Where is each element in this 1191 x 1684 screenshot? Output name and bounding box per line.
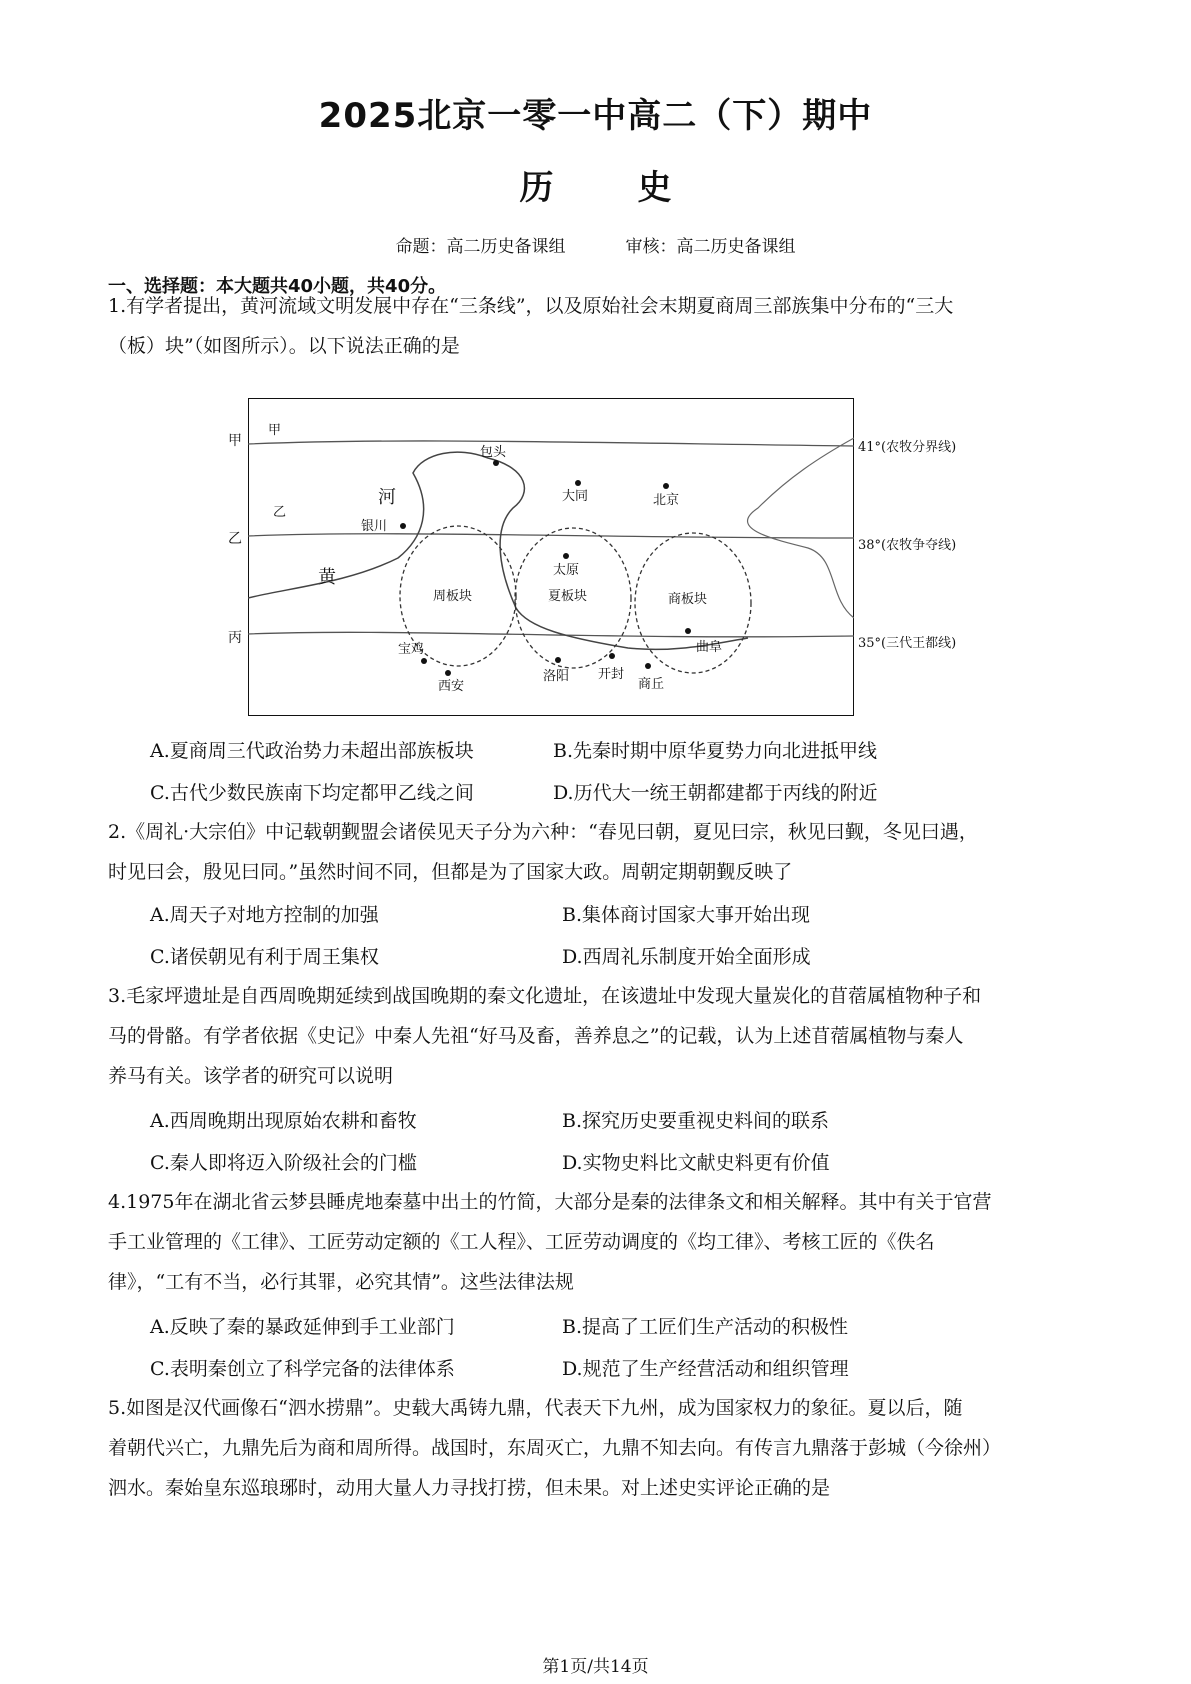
subject-title bbox=[0, 160, 1191, 209]
city-beijing: 北京 bbox=[653, 493, 680, 508]
q2-option-c: C.诸侯朝见有利于周王集权 bbox=[150, 946, 379, 968]
city-dot bbox=[663, 483, 669, 489]
question-5-stem bbox=[108, 1388, 1098, 1508]
block-shang: 商板块 bbox=[668, 592, 708, 607]
city-dot bbox=[685, 628, 691, 634]
question-1-stem bbox=[108, 286, 1098, 366]
city-shangqiu: 商丘 bbox=[638, 677, 665, 692]
q4-option-d: D.规范了生产经营活动和组织管理 bbox=[562, 1358, 849, 1380]
page-title: 2025北京一零一中高二（下）期中 bbox=[318, 96, 873, 136]
city-dot bbox=[563, 553, 569, 559]
map-line-jia-label: 甲 bbox=[268, 423, 282, 438]
question-4-stem bbox=[108, 1182, 1098, 1302]
q1-option-d: D.历代大一统王朝都建都于丙线的附近 bbox=[553, 782, 878, 804]
subject-char-1: 历 bbox=[519, 168, 554, 208]
city-yinchuan: 银川 bbox=[361, 519, 388, 534]
city-baoji: 宝鸡 bbox=[398, 642, 425, 657]
city-taiyuan: 太原 bbox=[553, 563, 580, 578]
page-footer: 第1页/共14页 bbox=[542, 1657, 649, 1677]
q3-option-b: B.探究历史要重视史料间的联系 bbox=[562, 1110, 830, 1132]
city-dot bbox=[555, 657, 561, 663]
question-line: 泗水。秦始皇东巡琅琊时，动用大量人力寻找打捞，但未果。对上述史实评论正确的是 bbox=[108, 1477, 831, 1499]
question-line: 5.如图是汉代画像石“泗水捞鼎”。史载大禹铸九鼎，代表天下九州，成为国家权力的象征。夏以后，随 bbox=[108, 1397, 963, 1419]
reviewer-credit: 审核：高二历史备课组 bbox=[625, 237, 796, 257]
q4-option-c: C.表明秦创立了科学完备的法律体系 bbox=[150, 1358, 455, 1380]
question-3-stem bbox=[108, 976, 1098, 1096]
question-line: 律》，“工有不当，必行其罪，必究其情”。这些法律法规 bbox=[108, 1271, 574, 1293]
map-label-jia: 甲 bbox=[228, 433, 242, 449]
subject-char-2: 史 bbox=[637, 168, 672, 208]
q2-option-a: A.周天子对地方控制的加强 bbox=[150, 904, 379, 926]
map-label-yi: 乙 bbox=[228, 531, 242, 547]
question-line: 时见曰会，殷见曰同。”虽然时间不同，但都是为了国家大政。周朝定期朝觐反映了 bbox=[108, 861, 793, 883]
city-dot bbox=[493, 460, 499, 466]
q4-option-b: B.提高了工匠们生产活动的积极性 bbox=[562, 1316, 849, 1338]
city-qufu: 曲阜 bbox=[696, 640, 723, 655]
river-char-2: 河 bbox=[378, 487, 396, 508]
lat-38-label: 38°(农牧争夺线) bbox=[858, 538, 957, 553]
section-heading: 一、选择题：本大题共40小题，共40分。 bbox=[108, 276, 447, 297]
question-line: 1.有学者提出，黄河流域文明发展中存在“三条线”，以及原始社会末期夏商周三部族集中分布的“三大 bbox=[108, 295, 954, 317]
question-line: 3.毛家坪遗址是自西周晚期延续到战国晚期的秦文化遗址，在该遗址中发现大量炭化的苜蓿属植物种子和 bbox=[108, 985, 982, 1007]
q1-option-a: A.夏商周三代政治势力未超出部族板块 bbox=[150, 740, 474, 762]
lat-41-label: 41°(农牧分界线) bbox=[858, 440, 957, 455]
map-line-yi-label: 乙 bbox=[273, 505, 287, 520]
question-line: 养马有关。该学者的研究可以说明 bbox=[108, 1065, 394, 1087]
question-line: 4.1975年在湖北省云梦县睡虎地秦墓中出土的竹简，大部分是秦的法律条文和相关解释。其中有关于官营 bbox=[108, 1191, 992, 1213]
q2-option-d: D.西周礼乐制度开始全面形成 bbox=[562, 946, 811, 968]
question-line: 手工业管理的《工律》、工匠劳动定额的《工人程》、工匠劳动调度的《均工律》、考核工匠的《佚名 bbox=[108, 1231, 935, 1253]
q4-option-a: A.反映了秦的暴政延伸到手工业部门 bbox=[150, 1316, 455, 1338]
map-label-bing: 丙 bbox=[228, 630, 242, 646]
city-dot bbox=[575, 480, 581, 486]
city-baotou: 包头 bbox=[480, 445, 507, 460]
question-line: 2.《周礼·大宗伯》中记载朝觐盟会诸侯见天子分为六种：“春见曰朝，夏见曰宗，秋见曰觐，冬见曰遇， bbox=[108, 821, 978, 843]
block-zhou: 周板块 bbox=[433, 589, 473, 604]
city-dot bbox=[421, 658, 427, 664]
city-dot bbox=[645, 663, 651, 669]
question-line: 马的骨骼。有学者依据《史记》中秦人先祖“好马及畜，善养息之”的记载，认为上述苜蓿属植物与秦人 bbox=[108, 1025, 964, 1047]
city-kaifeng: 开封 bbox=[598, 667, 625, 682]
lat-35-label: 35°(三代王都线) bbox=[858, 636, 957, 651]
q1-option-c: C.古代少数民族南下均定都甲乙线之间 bbox=[150, 782, 474, 804]
city-dot bbox=[445, 670, 451, 676]
q3-option-d: D.实物史料比文献史料更有价值 bbox=[562, 1152, 830, 1174]
city-datong: 大同 bbox=[562, 489, 589, 504]
q1-option-b: B.先秦时期中原华夏势力向北进抵甲线 bbox=[553, 740, 878, 762]
question-line: 着朝代兴亡，九鼎先后为商和周所得。战国时，东周灭亡，九鼎不知去向。有传言九鼎落于彭城（今徐州） bbox=[108, 1437, 1002, 1459]
map-figure bbox=[248, 398, 854, 716]
q3-option-a: A.西周晚期出现原始农耕和畜牧 bbox=[150, 1110, 417, 1132]
credits bbox=[0, 232, 1191, 257]
city-dot bbox=[400, 523, 406, 529]
q2-option-b: B.集体商讨国家大事开始出现 bbox=[562, 904, 811, 926]
question-line: （板）块”（如图所示）。以下说法正确的是 bbox=[108, 335, 460, 357]
city-dot bbox=[609, 653, 615, 659]
city-xian: 西安 bbox=[438, 679, 465, 694]
block-xia: 夏板块 bbox=[548, 589, 588, 604]
river-char-1: 黄 bbox=[318, 567, 336, 588]
question-2-stem bbox=[108, 812, 1098, 892]
yellow-river-map bbox=[248, 398, 854, 716]
city-luoyang: 洛阳 bbox=[543, 669, 570, 684]
q3-option-c: C.秦人即将迈入阶级社会的门槛 bbox=[150, 1152, 417, 1174]
author-credit: 命题：高二历史备课组 bbox=[395, 237, 566, 257]
